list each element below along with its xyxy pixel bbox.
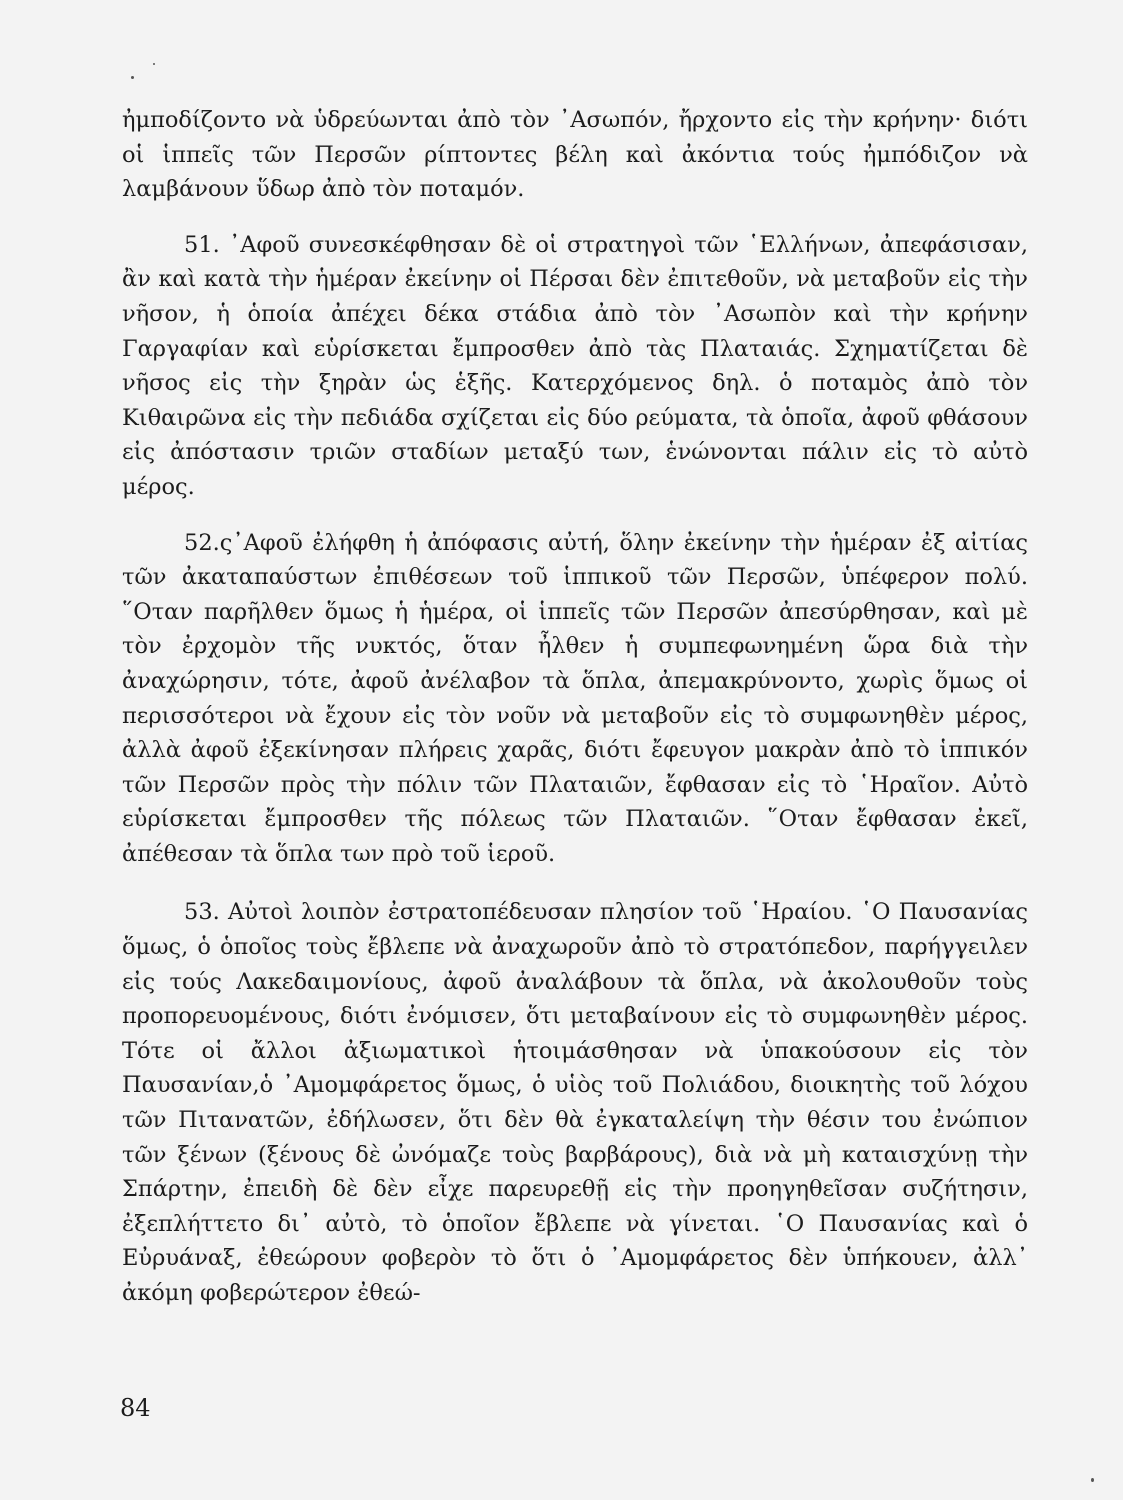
body-text bbox=[122, 103, 1028, 1311]
paragraph-52: 52.ς᾿Αφοῦ ἐλήφθη ἡ ἀπόφασις αὐτή, ὅλην ἐκείνην τὴν ἡμέραν ἐξ αἰτίας τῶν ἀκαταπαύστων ἐπιθέσεων τοῦ ἱππικοῦ τῶν Περσῶν, ὑπέφερον πολύ. ῞Οταν παρῆλθεν ὅμως ἡ ἡμέρα, οἱ ἱππεῖς τῶν Περσῶν ἀπεσύρθησαν, καὶ μὲ τὸν ἐρχομὸν τῆς νυκτός, ὅταν ἦλθεν ἡ συμπεφωνημένη ὥρα διὰ τὴν ἀναχώρησιν, τότε, ἀφοῦ ἀνέλαβον τὰ ὅπλα, ἀπεμακρύνοντο, χωρὶς ὅμως οἱ περισσότεροι νὰ ἔχουν εἰς τὸν νοῦν νὰ μεταβοῦν εἰς τὸ συμφωνηθὲν μέρος, ἀλλὰ ἀφοῦ ἐξεκίνησαν πλήρεις χαρᾶς, διότι ἔφευγον μακρὰν ἀπὸ τὸ ἱππικόν τῶν Περσῶν πρὸς τὴν πόλιν τῶν Πλαταιῶν, ἔφθασαν εἰς τὸ ῾Ηραῖον. Αὐτὸ εὑρίσκεται ἔμπροσθεν τῆς πόλεως τῶν Πλαταιῶν. ῞Οταν ἔφθασαν ἐκεῖ, ἀπέθεσαν τὰ ὅπλα των πρὸ τοῦ ἱεροῦ. bbox=[122, 529, 1028, 867]
scan-speck bbox=[131, 76, 134, 79]
paragraph-continuation: ἠμποδίζοντο νὰ ὑδρεύωνται ἀπὸ τὸν ᾿Ασωπόν, ἤρχοντο εἰς τὴν κρήνην· διότι οἱ ἱππεῖς τῶν Περσῶν ρίπτοντες βέλη καὶ ἀκόντια τούς ἠμπόδιζον νὰ λαμβάνουν ὕδωρ ἀπὸ τὸν ποταμόν. bbox=[122, 107, 1028, 203]
scan-speck bbox=[153, 63, 155, 65]
paragraph-53: 53. Αὐτοὶ λοιπὸν ἐστρατοπέδευσαν πλησίον τοῦ ῾Ηραίου. ῾Ο Παυσανίας ὅμως, ὁ ὁποῖος τοὺς ἔβλεπε νὰ ἀναχωροῦν ἀπὸ τὸ στρατόπεδον, παρήγγειλεν εἰς τούς Λακεδαιμονίους, ἀφοῦ ἀναλάβουν τὰ ὅπλα, νὰ ἀκολουθοῦν τοὺς προπορευομένους, διότι ἐνόμισεν, ὅτι μεταβαίνουν εἰς τὸ συμφωνηθὲν μέρος. Τότε οἱ ἄλλοι ἀξιωματικοὶ ἡτοιμάσθησαν νὰ ὑπακούσουν εἰς τὸν Παυσανίαν,ὁ ᾿Αμομφάρετος ὅμως, ὁ υἱὸς τοῦ Πολιάδου, διοικητὴς τοῦ λόχου τῶν Πιτανατῶν, ἐδήλωσεν, ὅτι δὲν θὰ ἐγκαταλείψη τὴν θέσιν του ἐνώπιον τῶν ξένων (ξένους δὲ ὠνόμαζε τοὺς βαρβάρους), διὰ νὰ μὴ καταισχύνῃ τὴν Σπάρτην, ἐπειδὴ δὲ δὲν εἶχε παρευρεθῇ εἰς τὴν προηγηθεῖσαν συζήτησιν, ἐξεπλήττετο δι᾿ αὐτὸ, τὸ ὁποῖον ἔβλεπε νὰ γίνεται. ῾Ο Παυσανίας καὶ ὁ Εὐρυάναξ, ἐθεώρουν φοβερὸν τὸ ὅτι ὁ ᾿Αμομφάρετος δὲν ὑπήκουεν, ἀλλ᾿ ἀκόμη φοβερώτερον ἐθεώ- bbox=[122, 899, 1028, 1306]
scan-speck bbox=[1091, 1478, 1094, 1482]
page-number: 84 bbox=[120, 1394, 151, 1422]
paragraph-51: 51. ᾿Αφοῦ συνεσκέφθησαν δὲ οἱ στρατηγοὶ τῶν ῾Ελλήνων, ἀπεφάσισαν, ἂν καὶ κατὰ τὴν ἡμέραν ἐκείνην οἱ Πέρσαι δὲν ἐπιτεθοῦν, νὰ μεταβοῦν εἰς τὴν νῆσον, ἡ ὁποία ἀπέχει δέκα στάδια ἀπὸ τὸν ᾿Ασωπὸν καὶ τὴν κρήνην Γαργαφίαν καὶ εὑρίσκεται ἔμπροσθεν ἀπὸ τὰς Πλαταιάς. Σχηματίζεται δὲ νῆσος εἰς τὴν ξηρὰν ὡς ἑξῆς. Κατερχόμενος δηλ. ὁ ποταμὸς ἀπὸ τὸν Κιθαιρῶνα εἰς τὴν πεδιάδα σχίζεται εἰς δύο ρεύματα, τὰ ὁποῖα, ἀφοῦ φθάσουν εἰς ἀπόστασιν τριῶν σταδίων μεταξύ των, ἑνώνονται πάλιν εἰς τὸ αὐτὸ μέρος. bbox=[122, 231, 1028, 500]
